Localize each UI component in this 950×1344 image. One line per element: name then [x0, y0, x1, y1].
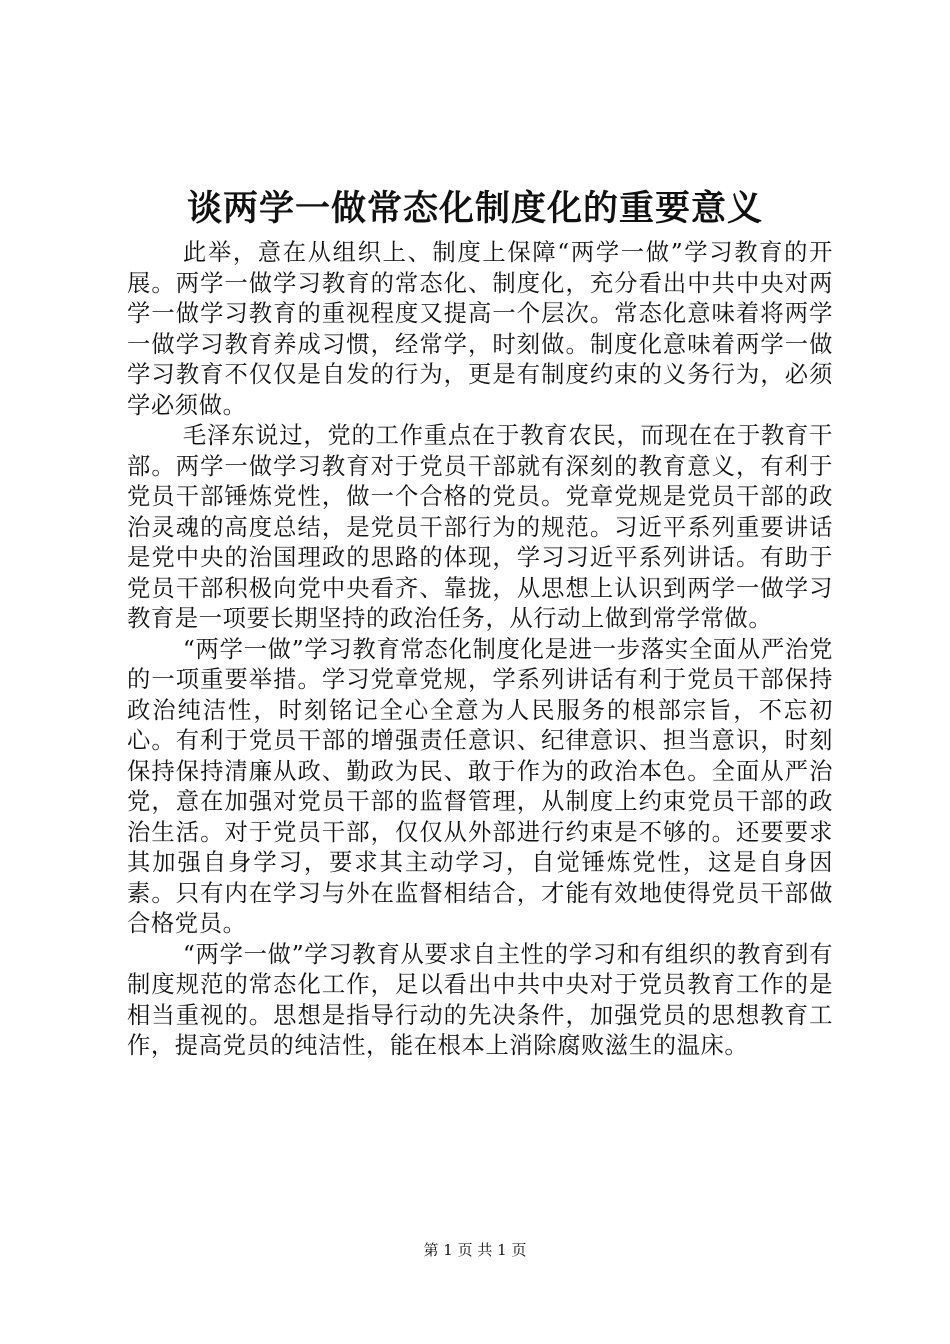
document-body — [127, 238, 833, 1062]
paragraph-1: 此举，意在从组织上、制度上保障“两学一做”学习教育的开展。两学一做学习教育的常态化、制度化，充分看出中共中央对两学一做学习教育的重视程度又提高一个层次。常态化意味着将两学一做学习教育养成习惯，经常学，时刻做。制度化意味着两学一做学习教育不仅仅是自发的行为，更是有制度约束的义务行为，必须学必须做。 — [127, 239, 833, 419]
page-footer: 第 1 页 共 1 页 — [423, 1241, 527, 1259]
paragraph-3: “两学一做”学习教育常态化制度化是进一步落实全面从严治党的一项重要举措。学习党章党规，学系列讲话有利于党员干部保持政治纯洁性，时刻铭记全心全意为人民服务的根部宗旨，不忘初心。有利于党员干部的增强责任意识、纪律意识、担当意识，时刻保持保持清廉从政、勤政为民、敢于作为的政治本色。全面从严治党，意在加强对党员干部的监督管理，从制度上约束党员干部的政治生活。对于党员干部，仅仅从外部进行约束是不够的。还要要求其加强自身学习，要求其主动学习，自觉锤炼党性，这是自身因素。只有内在学习与外在监督相结合，才能有效地使得党员干部做合格党员。 — [127, 635, 833, 937]
document-title: 谈两学一做常态化制度化的重要意义 — [186, 188, 763, 229]
paragraph-4: “两学一做”学习教育从要求自主性的学习和有组织的教育到有制度规范的常态化工作，足以看出中共中央对于党员教育工作的是相当重视的。思想是指导行动的先决条件，加强党员的思想教育工作，提高党员的纯洁性，能在根本上消除腐败滋生的温床。 — [127, 940, 833, 1059]
paragraph-2: 毛泽东说过，党的工作重点在于教育农民，而现在在于教育干部。两学一做学习教育对于党员干部就有深刻的教育意义，有利于党员干部锤炼党性，做一个合格的党员。党章党规是党员干部的政治灵魂的高度总结，是党员干部行为的规范。习近平系列重要讲话是党中央的治国理政的思路的体现，学习习近平系列讲话。有助于党员干部积极向党中央看齐、靠拢，从思想上认识到两学一做学习教育是一项要长期坚持的政治任务，从行动上做到常学常做。 — [127, 422, 833, 632]
